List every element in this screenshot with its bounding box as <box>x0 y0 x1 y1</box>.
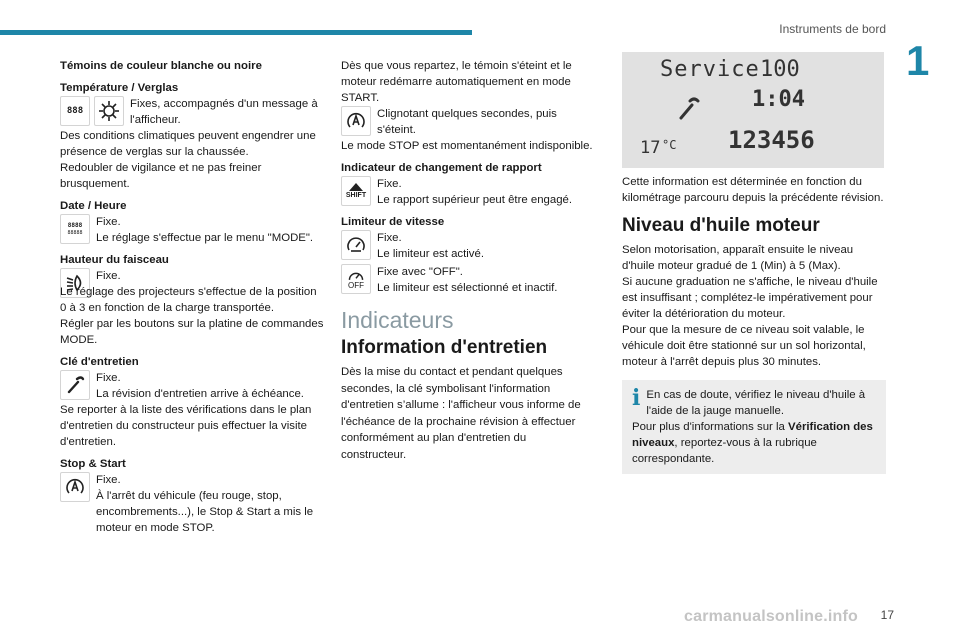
watermark: carmanualsonline.info <box>684 608 859 625</box>
maint-text: Dès la mise du contact et pendant quelques secondes, la clé symbolisant l'information d'entretien s’allume : l'afficheur vous informe de l'échéance de la prochaine révision à effectuer conformément au plan d'entretien du constructeur. <box>341 366 581 461</box>
blink-row <box>341 106 593 138</box>
oil-text3: Pour que la mesure de ce niveau soit valable, le véhicule doit être stationné sur un sol horizontal, moteur à l'arrêt depuis plus 30 minutes. <box>622 324 866 368</box>
clock-display-icon: 8888 88888 <box>60 214 90 244</box>
gear-shift-up-icon: SHIFT <box>341 176 371 206</box>
column-1 <box>60 58 324 536</box>
info-box <box>622 380 886 474</box>
instrument-display-illustration <box>622 52 884 168</box>
beam-text1: Fixe. <box>96 270 121 282</box>
gear-title: Indicateur de changement de rapport <box>341 162 542 174</box>
wrench-icon <box>60 370 90 400</box>
header-accent-bar <box>0 30 472 35</box>
info-text1: En cas de doute, vérifiez le niveau d'huile à l'aide de la jauge manuelle. <box>646 389 866 417</box>
service-text3: Se reporter à la liste des vérifications dans le plan d'entretien du constructeur puis effectuer la visite d'entretien. <box>60 404 312 448</box>
temp-row <box>60 96 324 128</box>
date-text2: Le réglage s'effectue par le menu "MODE". <box>96 232 314 244</box>
stop-start-icon <box>60 472 90 502</box>
oil-text1: Selon motorisation, apparaît ensuite le niveau d'huile moteur gradué de 1 (Min) à 5 (Max). <box>622 244 854 272</box>
limiter-text2: Le limiteur est activé. <box>377 248 484 260</box>
blink-text: Clignotant quelques secondes, puis s'éteint. <box>377 108 557 136</box>
column-3 <box>622 52 886 474</box>
display-caption: Cette information est déterminée en fonction du kilométrage parcouru depuis la précédente révision. <box>622 176 884 204</box>
display-odometer: 123456 <box>728 126 815 154</box>
section-heading-white-black: Témoins de couleur blanche ou noire <box>60 60 262 72</box>
temp-title: Température / Verglas <box>60 82 179 94</box>
display-temp: 17 <box>640 138 661 158</box>
oil-text2: Si aucune graduation ne s'affiche, le niveau d'huile est insuffisant ; complétez-le impérativement pour éviter la détérioration du moteur. <box>622 276 878 320</box>
oil-title: Niveau d'huile moteur <box>622 215 820 236</box>
limiter-text4: Le limiteur est sélectionné et inactif. <box>377 282 558 294</box>
page-number: 17 <box>880 608 894 622</box>
start-intro: Dès que vous repartez, le témoin s'éteint et le moteur redémarre automatiquement en mode START. <box>341 60 572 104</box>
date-text1: Fixe. <box>96 216 121 228</box>
limiter-off-row <box>341 264 593 296</box>
stopstart-text1: Fixe. <box>96 474 121 486</box>
display-time: 1:04 <box>752 87 805 112</box>
info-text2: Pour plus d'informations sur la Vérification des niveaux, reportez-vous à la rubrique correspondante. <box>632 421 873 465</box>
gear-text2: Le rapport supérieur peut être engagé. <box>377 194 573 206</box>
display-temp-unit: °C <box>662 138 677 152</box>
stop-unavailable: Le mode STOP est momentanément indisponible. <box>341 140 593 152</box>
date-title: Date / Heure <box>60 200 127 212</box>
service-title: Clé d'entretien <box>60 356 139 368</box>
service-text1: Fixe. <box>96 372 121 384</box>
beam-title: Hauteur du faisceau <box>60 254 169 266</box>
beam-text2: Le réglage des projecteurs s'effectue de la position 0 à 3 en fonction de la charge transportée. <box>60 286 317 314</box>
indicators-heading: Indicateurs <box>341 307 454 333</box>
info-icon: i <box>632 385 641 411</box>
stopstart-title: Stop & Start <box>60 458 126 470</box>
limiter-text1: Fixe. <box>377 232 402 244</box>
column-2 <box>341 58 593 463</box>
stop-start-icon <box>341 106 371 136</box>
beam-text3: Régler par les boutons sur la platine de commandes MODE. <box>60 318 324 346</box>
stopstart-text2: À l'arrêt du véhicule (feu rouge, stop, encombrements...), le Stop & Start a mis le moteur en mode STOP. <box>96 490 314 534</box>
temp-text1: Fixes, accompagnés d'un message à l'afficheur. <box>130 98 318 126</box>
limiter-title: Limiteur de vitesse <box>341 216 445 228</box>
speed-limiter-off-icon: OFF <box>341 264 371 294</box>
speed-limiter-icon <box>341 230 371 260</box>
temp-text3: Redoubler de vigilance et ne pas freiner brusquement. <box>60 162 262 190</box>
wrench-icon <box>678 96 700 122</box>
limiter-row <box>341 230 593 262</box>
display-service-number: 100 <box>760 57 800 82</box>
page-header-title: Instruments de bord <box>779 22 886 36</box>
gear-text1: Fixe. <box>377 178 402 190</box>
info-link-levels: Vérification des niveaux <box>632 421 873 449</box>
chapter-number: 1 <box>906 37 930 84</box>
service-text2: La révision d'entretien arrive à échéance. <box>96 388 304 400</box>
digits-icon: 888 <box>60 96 90 126</box>
maint-title: Information d'entretien <box>341 337 548 358</box>
display-service: Service <box>660 57 760 82</box>
gear-row <box>341 176 593 208</box>
snowflake-icon <box>94 96 124 126</box>
limiter-text3: Fixe avec "OFF". <box>377 266 463 278</box>
temp-text2: Des conditions climatiques peuvent engendrer une présence de verglas sur la chaussée. <box>60 130 316 158</box>
